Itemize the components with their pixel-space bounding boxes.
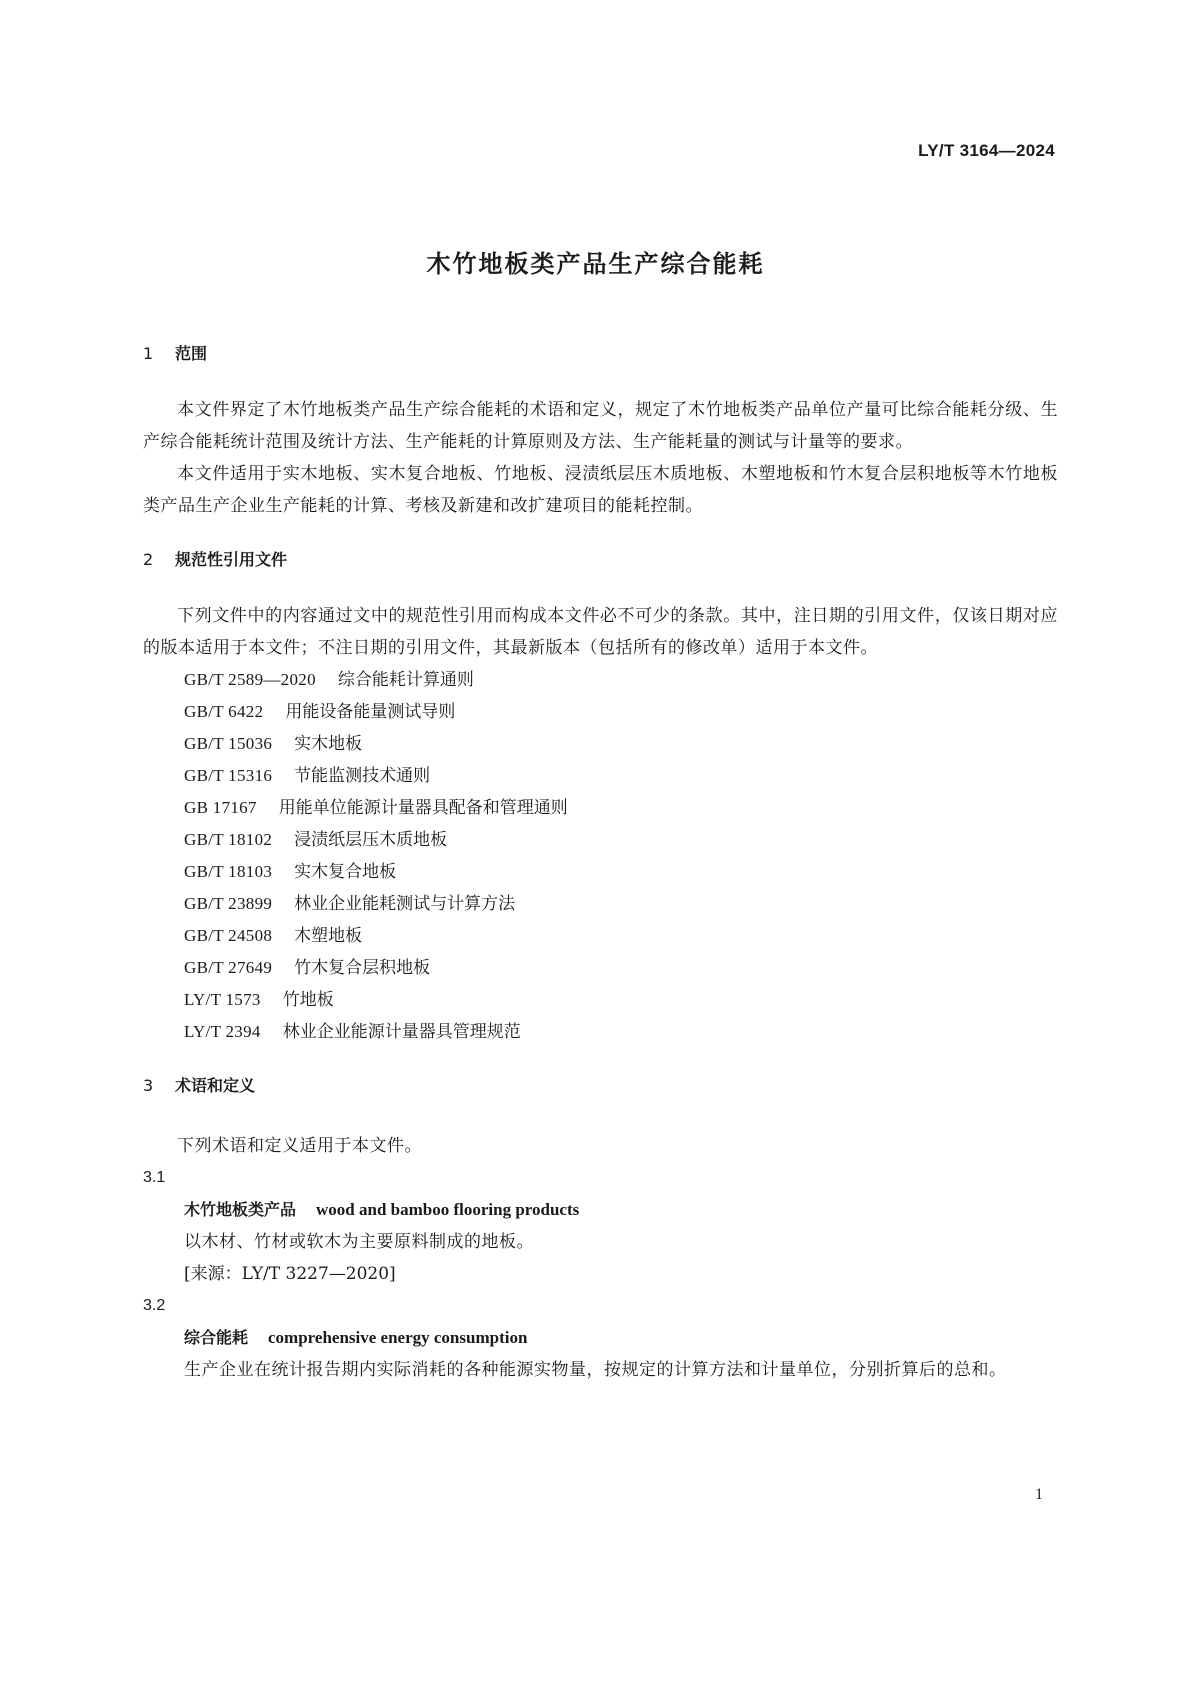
reference-title: 浸渍纸层压木质地板 <box>294 830 448 850</box>
reference-item <box>143 1016 1058 1048</box>
section-title: 术语和定义 <box>175 1076 256 1095</box>
term-name <box>143 1194 1058 1226</box>
scope-paragraph: 本文件界定了木竹地板类产品生产综合能耗的术语和定义，规定了木竹地板类产品单位产量可比综合能耗分级、生产综合能耗统计范围及统计方法、生产能耗的计算原则及方法、生产能耗量的测试与计量等的要求。 <box>143 400 1058 452</box>
term-name <box>143 1322 1058 1354</box>
references-intro: 下列文件中的内容通过文中的规范性引用而构成本文件必不可少的条款。其中，注日期的引用文件，仅该日期对应的版本适用于本文件；不注日期的引用文件，其最新版本（包括所有的修改单）适用于本文件。 <box>143 606 1058 658</box>
section-title: 规范性引用文件 <box>175 550 288 569</box>
document-title: 木竹地板类产品生产综合能耗 <box>426 250 765 278</box>
reference-code: GB/T 18103 <box>184 862 273 881</box>
section-heading-scope <box>143 338 1058 370</box>
reference-title: 实木复合地板 <box>294 862 397 882</box>
reference-item <box>143 792 1058 824</box>
term-name-en: wood and bamboo flooring products <box>316 1200 580 1219</box>
section-number: 1 <box>143 344 154 363</box>
reference-item <box>143 824 1058 856</box>
reference-item <box>143 856 1058 888</box>
reference-title: 用能设备能量测试导则 <box>285 702 456 722</box>
reference-title: 节能监测技术通则 <box>294 766 431 786</box>
reference-code: GB/T 15036 <box>184 734 273 753</box>
page-number: 1 <box>1035 1486 1043 1503</box>
reference-title: 木塑地板 <box>294 926 363 946</box>
term-number: 3.1 <box>143 1169 166 1186</box>
term-source: [来源：LY/T 3227—2020] <box>184 1264 396 1284</box>
reference-item <box>143 760 1058 792</box>
terms-intro: 下列术语和定义适用于本文件。 <box>177 1136 422 1156</box>
reference-code: GB/T 23899 <box>184 894 273 913</box>
reference-item <box>143 728 1058 760</box>
reference-code: GB/T 15316 <box>184 766 273 785</box>
scope-paragraph: 本文件适用于实木地板、实木复合地板、竹地板、浸渍纸层压木质地板、木塑地板和竹木复合层积地板等木竹地板类产品生产企业生产能耗的计算、考核及新建和改扩建项目的能耗控制。 <box>143 464 1058 516</box>
reference-item <box>143 696 1058 728</box>
reference-code: GB/T 27649 <box>184 958 273 977</box>
term-name-en: comprehensive energy consumption <box>268 1328 528 1347</box>
reference-title: 林业企业能源计量器具管理规范 <box>282 1022 521 1042</box>
standard-number: LY/T 3164—2024 <box>918 141 1055 160</box>
reference-code: GB/T 2589—2020 <box>184 670 316 689</box>
section-heading-terms <box>143 1070 1058 1102</box>
reference-title: 竹地板 <box>282 990 334 1010</box>
term-definition: 生产企业在统计报告期内实际消耗的各种能源实物量，按规定的计算方法和计量单位，分别折算后的总和。 <box>184 1360 1007 1380</box>
reference-code: LY/T 2394 <box>184 1022 261 1041</box>
section-number: 3 <box>143 1076 154 1095</box>
reference-title: 用能单位能源计量器具配备和管理通则 <box>278 798 568 818</box>
reference-item <box>143 888 1058 920</box>
term-definition: 以木材、竹材或软木为主要原料制成的地板。 <box>184 1232 534 1252</box>
reference-code: GB 17167 <box>184 798 257 817</box>
term-name-zh: 综合能耗 <box>184 1328 249 1347</box>
reference-title: 竹木复合层积地板 <box>294 958 431 978</box>
document-body <box>143 338 1058 1386</box>
reference-code: LY/T 1573 <box>184 990 261 1009</box>
term-name-zh: 木竹地板类产品 <box>184 1200 297 1219</box>
section-number: 2 <box>143 550 154 569</box>
reference-title: 综合能耗计算通则 <box>337 670 474 690</box>
section-title: 范围 <box>175 344 208 363</box>
reference-title: 林业企业能耗测试与计算方法 <box>294 894 516 914</box>
term-number: 3.2 <box>143 1297 166 1314</box>
reference-code: GB/T 24508 <box>184 926 273 945</box>
reference-item <box>143 920 1058 952</box>
reference-item <box>143 984 1058 1016</box>
reference-item <box>143 952 1058 984</box>
reference-item <box>143 664 1058 696</box>
reference-code: GB/T 6422 <box>184 702 264 721</box>
section-heading-references <box>143 544 1058 576</box>
reference-title: 实木地板 <box>294 734 363 754</box>
reference-code: GB/T 18102 <box>184 830 273 849</box>
